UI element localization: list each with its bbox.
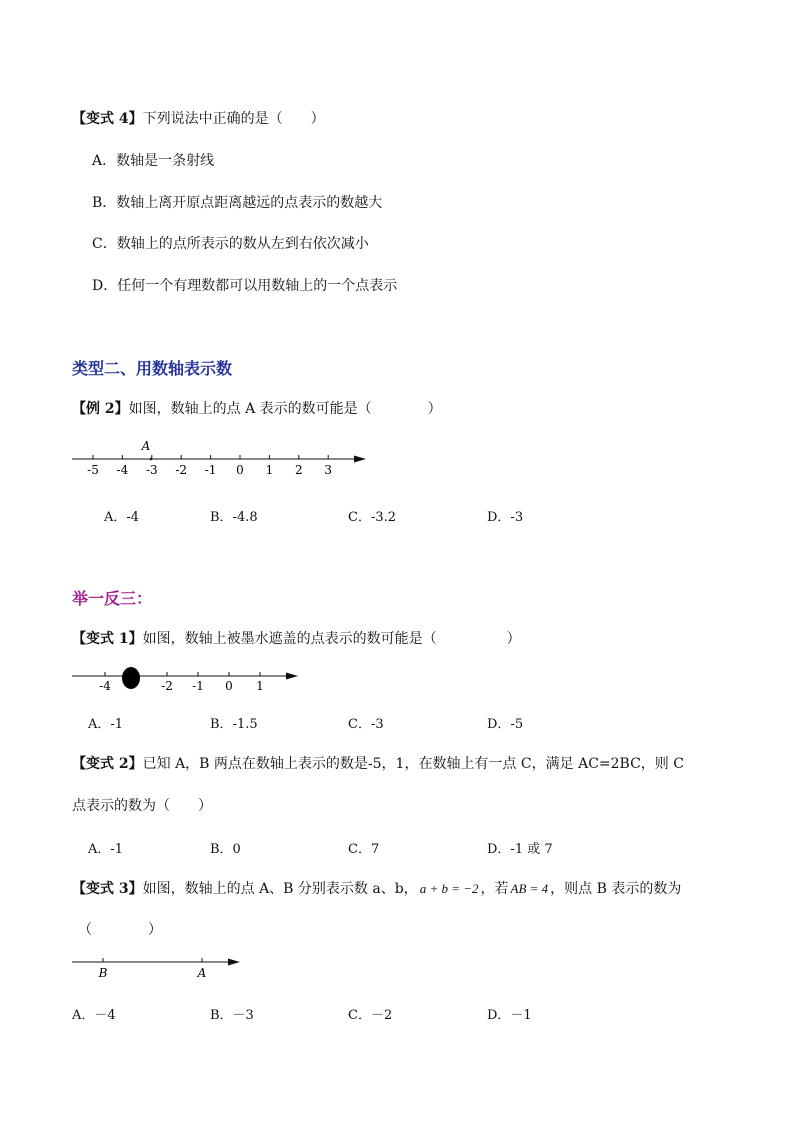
question-tag: 【变式 2】 xyxy=(72,756,143,772)
question-stem: 如图，数轴上被墨水遮盖的点表示的数可能是（ ） xyxy=(142,631,521,647)
option-b: B．－3 xyxy=(210,1008,254,1023)
tick-label: 2 xyxy=(294,463,303,477)
option-a: A．-1 xyxy=(88,842,124,857)
axis-arrow xyxy=(228,959,240,966)
question-tag: 【例 2】 xyxy=(72,401,129,417)
formula-ab: AB = 4 xyxy=(510,881,549,896)
question-variant-4 xyxy=(72,108,325,128)
tick-label: -2 xyxy=(175,463,188,477)
question-variant-2 xyxy=(72,753,684,773)
option-b: B．-4.8 xyxy=(210,510,258,525)
number-line-variant-3 xyxy=(68,952,248,984)
option-a: A．-1 xyxy=(88,717,124,732)
section-heading-type-2: 类型二、用数轴表示数 xyxy=(72,359,233,378)
option-d: D．-3 xyxy=(487,510,524,525)
option-c: C．数轴上的点所表示的数从左到右依次减小 xyxy=(92,236,369,252)
tick-label: -5 xyxy=(87,463,99,477)
question-tag: 【变式 1】 xyxy=(72,631,143,647)
option-a: A．数轴是一条射线 xyxy=(92,153,215,169)
option-b: B．0 xyxy=(210,842,241,857)
label-b: B xyxy=(98,966,108,980)
option-a: A．-4 xyxy=(104,510,140,525)
question-tag: 【变式 4】 xyxy=(72,111,143,127)
option-c: C．-3 xyxy=(348,717,384,732)
number-line-example-2 xyxy=(68,436,378,482)
question-stem-c: ，则点 B 表示的数为 xyxy=(550,881,682,897)
question-stem: 如图，数轴上的点 A 表示的数可能是（ ） xyxy=(128,401,442,417)
tick-label: -4 xyxy=(99,679,111,693)
option-b: B．数轴上离开原点距离越远的点表示的数越大 xyxy=(92,195,383,211)
question-stem-a: 如图，数轴上的点 A、B 分别表示数 a、b， xyxy=(142,881,418,897)
tick-label: -4 xyxy=(116,463,129,477)
tick-label: -1 xyxy=(192,679,204,693)
question-variant-3 xyxy=(72,878,681,898)
label-a: A xyxy=(197,966,207,980)
axis-arrow xyxy=(354,456,366,463)
example-2 xyxy=(72,398,442,418)
option-c: C．－2 xyxy=(348,1008,393,1023)
tick-label: 3 xyxy=(324,463,333,477)
question-tag: 【变式 3】 xyxy=(72,881,143,897)
number-line-variant-1 xyxy=(68,662,308,698)
tick-label: 0 xyxy=(236,463,244,477)
question-stem: 下列说法中正确的是（ ） xyxy=(142,111,325,127)
tick-label: 1 xyxy=(256,679,264,693)
option-d: D．-5 xyxy=(487,717,524,732)
option-c: C．7 xyxy=(348,842,380,857)
axis-arrow xyxy=(286,673,298,680)
option-c: C．-3.2 xyxy=(348,510,397,525)
option-d: D．-1 或 7 xyxy=(487,842,553,857)
question-stem-line-2: 点表示的数为（ ） xyxy=(72,798,212,814)
option-d: D．任何一个有理数都可以用数轴上的一个点表示 xyxy=(92,278,398,294)
question-stem-line-2: （ ） xyxy=(78,922,162,938)
option-b: B．-1.5 xyxy=(210,717,258,732)
ink-blot xyxy=(122,667,140,689)
point-a-label: A xyxy=(141,439,151,453)
point-a-marker xyxy=(150,458,153,461)
tick-label: -3 xyxy=(145,463,158,477)
option-d: D．－1 xyxy=(487,1008,532,1023)
question-stem-b: ，若 xyxy=(480,881,509,897)
formula-sum: a + b = −2 xyxy=(419,881,479,896)
tick-label: 1 xyxy=(265,463,274,477)
question-stem-line-1: 已知 A，B 两点在数轴上表示的数是-5，1，在数轴上有一点 C，满足 AC=2BC，则 C xyxy=(142,756,684,772)
section-heading-practice: 举一反三： xyxy=(72,589,153,608)
tick-label: 0 xyxy=(225,679,233,693)
tick-label: -2 xyxy=(161,679,173,693)
question-variant-1 xyxy=(72,628,521,648)
tick-label: -1 xyxy=(204,463,217,477)
option-a: A．－4 xyxy=(72,1008,116,1023)
